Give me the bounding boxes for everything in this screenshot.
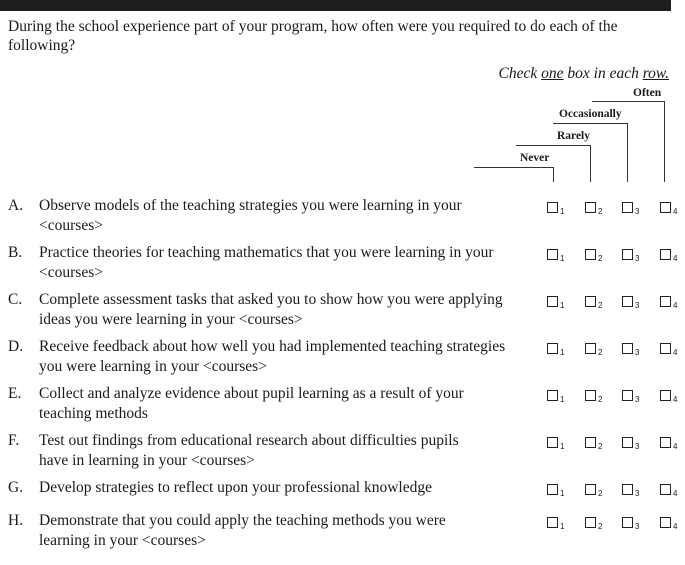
option-number: 3	[635, 207, 640, 216]
checkbox-item-g-option-4[interactable]	[660, 484, 671, 495]
item-text: Test out findings from educational research about difficulties pupils have in learning in your <courses>	[39, 432, 459, 469]
checkbox-item-e-option-4[interactable]	[660, 390, 671, 401]
option-number: 2	[598, 301, 603, 310]
item-text: Demonstrate that you could apply the teaching methods you were learning in your <courses>	[39, 512, 446, 549]
item-text: Collect and analyze evidence about pupil learning as a result of your teaching methods	[39, 385, 464, 422]
bracket-often-horizontal	[592, 101, 665, 102]
option-number: 1	[560, 207, 565, 216]
checkbox-item-h-option-1[interactable]	[547, 517, 558, 528]
top-rule	[0, 0, 671, 11]
item-text: Practice theories for teaching mathematics that you were learning in your <courses>	[39, 244, 494, 281]
checkbox-item-d-option-2[interactable]	[585, 343, 596, 354]
checkbox-item-d-option-1[interactable]	[547, 343, 558, 354]
item-text: Observe models of the teaching strategies you were learning in your <courses>	[39, 197, 462, 234]
item-letter: C.	[8, 291, 23, 308]
checkbox-item-g-option-3[interactable]	[622, 484, 633, 495]
option-number: 2	[598, 395, 603, 404]
option-number: 1	[560, 442, 565, 451]
checkbox-item-c-option-1[interactable]	[547, 296, 558, 307]
option-number: 4	[673, 254, 678, 263]
checkbox-item-b-option-2[interactable]	[585, 249, 596, 260]
scale-label-never: Never	[520, 152, 550, 164]
checkbox-item-e-option-1[interactable]	[547, 390, 558, 401]
item-text: Complete assessment tasks that asked you to show how you were applying ideas you were learning in your <courses>	[39, 291, 503, 328]
checkbox-item-h-option-3[interactable]	[622, 517, 633, 528]
option-number: 1	[560, 254, 565, 263]
checkbox-item-d-option-4[interactable]	[660, 343, 671, 354]
checkbox-item-f-option-4[interactable]	[660, 437, 671, 448]
option-number: 3	[635, 522, 640, 531]
checkbox-item-c-option-2[interactable]	[585, 296, 596, 307]
item-letter: E.	[8, 385, 22, 402]
option-number: 1	[560, 489, 565, 498]
option-number: 4	[673, 395, 678, 404]
option-number: 4	[673, 207, 678, 216]
checkbox-item-c-option-4[interactable]	[660, 296, 671, 307]
option-number: 3	[635, 254, 640, 263]
option-number: 2	[598, 489, 603, 498]
item-text: Develop strategies to reflect upon your professional knowledge	[39, 479, 432, 496]
scale-label-occasionally: Occasionally	[559, 108, 622, 120]
checkbox-item-d-option-3[interactable]	[622, 343, 633, 354]
checkbox-item-g-option-2[interactable]	[585, 484, 596, 495]
option-number: 2	[598, 254, 603, 263]
item-letter: A.	[8, 197, 24, 214]
checkbox-item-g-option-1[interactable]	[547, 484, 558, 495]
option-number: 1	[560, 522, 565, 531]
checkbox-item-c-option-3[interactable]	[622, 296, 633, 307]
option-number: 3	[635, 395, 640, 404]
item-letter: F.	[8, 432, 20, 449]
checkbox-item-f-option-3[interactable]	[622, 437, 633, 448]
bracket-rarely-vertical	[590, 145, 591, 182]
checkbox-item-f-option-2[interactable]	[585, 437, 596, 448]
item-letter: D.	[8, 338, 24, 355]
option-number: 1	[560, 395, 565, 404]
checkbox-item-a-option-1[interactable]	[547, 202, 558, 213]
option-number: 4	[673, 489, 678, 498]
item-letter: G.	[8, 479, 24, 496]
checkbox-item-b-option-3[interactable]	[622, 249, 633, 260]
option-number: 2	[598, 442, 603, 451]
bracket-often-vertical	[664, 101, 665, 182]
option-number: 4	[673, 348, 678, 357]
checkbox-item-f-option-1[interactable]	[547, 437, 558, 448]
bracket-rarely-horizontal	[516, 145, 591, 146]
option-number: 3	[635, 301, 640, 310]
option-number: 2	[598, 207, 603, 216]
option-number: 3	[635, 442, 640, 451]
checkbox-item-b-option-1[interactable]	[547, 249, 558, 260]
option-number: 1	[560, 348, 565, 357]
checkbox-item-h-option-2[interactable]	[585, 517, 596, 528]
option-number: 2	[598, 522, 603, 531]
option-number: 4	[673, 522, 678, 531]
instruction-text: Check one box in each row.	[498, 65, 669, 82]
scale-label-often: Often	[633, 87, 662, 99]
bracket-never-horizontal	[474, 167, 554, 168]
checkbox-item-a-option-3[interactable]	[622, 202, 633, 213]
checkbox-item-a-option-4[interactable]	[660, 202, 671, 213]
checkbox-item-e-option-3[interactable]	[622, 390, 633, 401]
checkbox-item-b-option-4[interactable]	[660, 249, 671, 260]
option-number: 1	[560, 301, 565, 310]
question-text: During the school experience part of your program, how often were you required to do each of the following?	[8, 18, 618, 54]
scale-label-rarely: Rarely	[557, 130, 591, 142]
item-letter: B.	[8, 244, 23, 261]
option-number: 4	[673, 442, 678, 451]
option-number: 4	[673, 301, 678, 310]
bracket-occasionally-horizontal	[553, 123, 628, 124]
bracket-never-vertical	[553, 167, 554, 182]
item-letter: H.	[8, 512, 24, 529]
checkbox-item-e-option-2[interactable]	[585, 390, 596, 401]
item-text: Receive feedback about how well you had implemented teaching strategies you were learning in your <courses>	[39, 338, 506, 375]
checkbox-item-h-option-4[interactable]	[660, 517, 671, 528]
option-number: 3	[635, 348, 640, 357]
option-number: 2	[598, 348, 603, 357]
bracket-occasionally-vertical	[627, 123, 628, 182]
option-number: 3	[635, 489, 640, 498]
checkbox-item-a-option-2[interactable]	[585, 202, 596, 213]
